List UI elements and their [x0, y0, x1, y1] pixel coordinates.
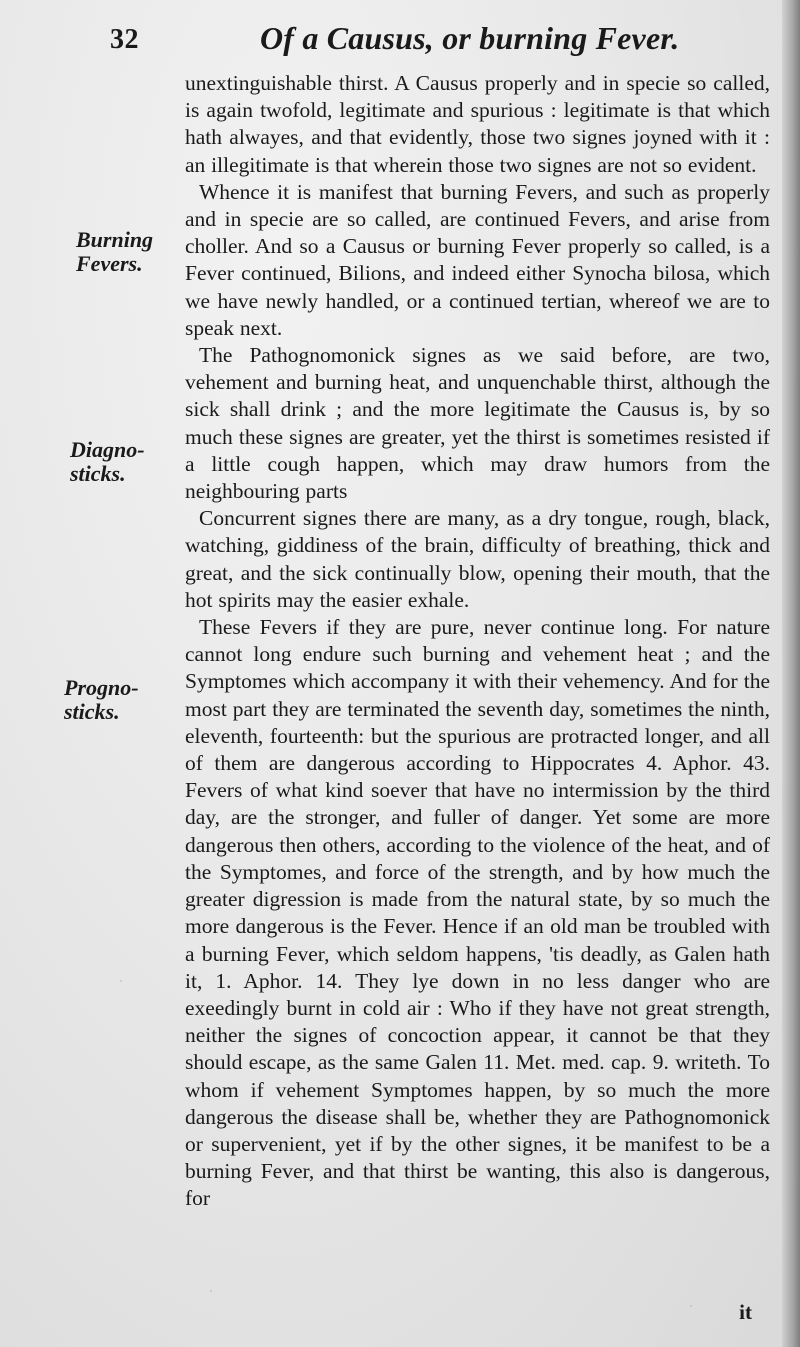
paper-speck: [120, 980, 122, 982]
page-number: 32: [110, 24, 139, 55]
paper-speck: [210, 1290, 212, 1292]
margin-note-burning-fevers: Burning Fevers.: [76, 227, 154, 276]
page-header: [110, 18, 780, 70]
paragraph-3: The Pathognomonick signes as we said before, are two, vehement and burning heat, and unquenchable thirst, although the sick shall drink ; and the more legitimate the Causus is, by so much these signes are greater, yet the thirst is sometimes resisted if a little cough happen, which may draw humors from the neighbouring parts: [185, 343, 770, 504]
binding-gutter: [782, 0, 800, 1347]
paragraph-2: Whence it is manifest that burning Fevers, and such as properly and in specie are so called, are continued Fevers, and arise from choller. And so a Causus or burning Fever properly so called, is a Fever continued, Bilions, and indeed either Synocha bilosa, which we have newly handled, or a continued tertian, whereof we are to speak next.: [185, 179, 770, 340]
main-text-block: [185, 70, 770, 1295]
paper-speck: [690, 1305, 692, 1307]
catchword: it: [739, 1300, 752, 1324]
margin-note-diagnosticks: Diagno-sticks.: [70, 437, 145, 486]
margin-note-prognosticks: Progno-sticks.: [64, 675, 139, 724]
running-head: Of a Causus, or burning Fever.: [260, 20, 680, 56]
paragraph-4: Concurrent signes there are many, as a dry tongue, rough, black, watching, giddiness of the brain, difficulty of breathing, thick and great, and the sick continually blow, opening their mouth, that the hot spirits may the easier exhale.: [185, 506, 770, 612]
paragraph-1: unextinguishable thirst. A Causus properly and in specie so called, is again twofold, legitimate and spurious : legitimate is that which hath alwayes, and that evidently, those two signes joyned with it : an illegitimate is that wherein those two signes are not so evident.: [185, 71, 770, 177]
paragraph-5: These Fevers if they are pure, never continue long. For nature cannot long endure such burning and vehement heat ; and the Symptomes which accompany it with their vehemency. And for the most part they are terminated the seventh day, sometimes the ninth, eleventh, fourteenth: but the spurious are protracted longer, and all of them are dangerous according to Hippocrates 4. Aphor. 43. Fevers of what kind soever that have no intermission by the third day, are the stronger, and fuller of danger. Yet some are more dangerous then others, according to the violence of the heat, and of the Symptomes, and force of the strength, and by how much the greater digression is made from the natural state, by so much the more dangerous is the Fever. Hence if an old man be troubled with a burning Fever, which seldom happens, 'tis deadly, as Galen hath it, 1. Aphor. 14. They lye down in no less danger who are exeedingly burnt in cold air : Who if they have not great strength, neither the signes of concoction appear, it cannot be that they should escape, as the same Galen 11. Met. med. cap. 9. writeth. To whom if vehement Symptomes happen, by so much the more dangerous the disease shall be, whether they are Pathognomonick or supervenient, yet if by the other signes, it be manifest to be a burning Fever, and that thirst be wanting, this also is dangerous, for: [185, 615, 770, 1211]
